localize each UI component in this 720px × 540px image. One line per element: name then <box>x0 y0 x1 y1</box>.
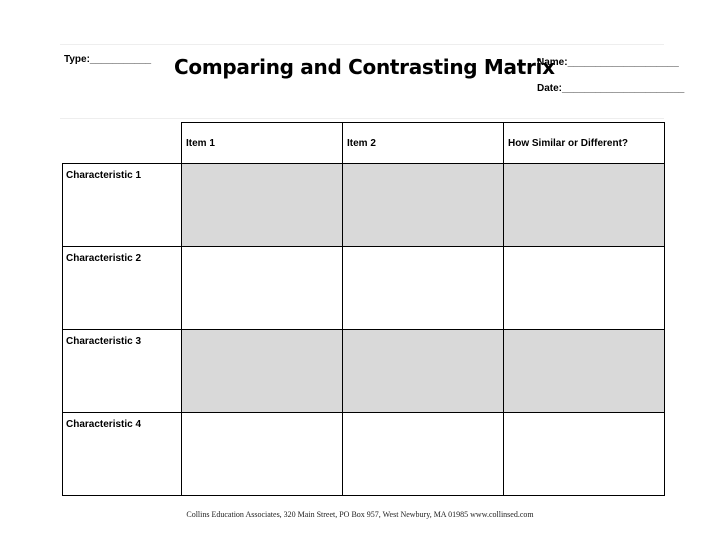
matrix-row-characteristic-2 <box>63 247 665 330</box>
row-header-characteristic-2 <box>63 247 182 330</box>
column-header-similar-different <box>504 123 665 164</box>
header-rule <box>60 118 664 119</box>
matrix-row-characteristic-3 <box>63 330 665 413</box>
matrix-corner-cell <box>63 123 182 164</box>
column-header-label: Item 2 <box>347 138 376 149</box>
matrix-header-row <box>63 123 665 164</box>
column-header-label: How Similar or Different? <box>508 138 629 149</box>
matrix-cell[interactable] <box>182 247 343 330</box>
matrix-row-characteristic-4 <box>63 413 665 496</box>
row-header-label: Characteristic 4 <box>66 419 142 430</box>
matrix-cell[interactable] <box>182 330 343 413</box>
page-title: Comparing and Contrasting Matrix <box>174 55 555 79</box>
row-header-characteristic-3 <box>63 330 182 413</box>
matrix-cell[interactable] <box>343 413 504 496</box>
matrix-cell[interactable] <box>343 330 504 413</box>
matrix-row-characteristic-1 <box>63 164 665 247</box>
footer-attribution: Collins Education Associates, 320 Main Street, PO Box 957, West Newbury, MA 01985 www.collinsed.com <box>186 510 534 519</box>
matrix-cell[interactable] <box>504 330 665 413</box>
type-field-label: Type:___________ <box>64 54 152 65</box>
matrix-cell[interactable] <box>343 247 504 330</box>
column-header-item-2 <box>343 123 504 164</box>
matrix-cell[interactable] <box>504 413 665 496</box>
row-header-label: Characteristic 1 <box>66 170 142 181</box>
matrix-cell[interactable] <box>182 413 343 496</box>
row-header-characteristic-4 <box>63 413 182 496</box>
matrix-cell[interactable] <box>504 247 665 330</box>
row-header-label: Characteristic 3 <box>66 336 142 347</box>
comparison-matrix <box>62 122 665 496</box>
row-header-characteristic-1 <box>63 164 182 247</box>
date-field-label: Date:______________________ <box>537 83 685 94</box>
row-header-label: Characteristic 2 <box>66 253 142 264</box>
matrix-cell[interactable] <box>343 164 504 247</box>
name-field-label: Name:____________________ <box>537 57 679 68</box>
matrix-cell[interactable] <box>504 164 665 247</box>
top-rule <box>60 44 664 45</box>
matrix-cell[interactable] <box>182 164 343 247</box>
column-header-item-1 <box>182 123 343 164</box>
column-header-label: Item 1 <box>186 138 215 149</box>
